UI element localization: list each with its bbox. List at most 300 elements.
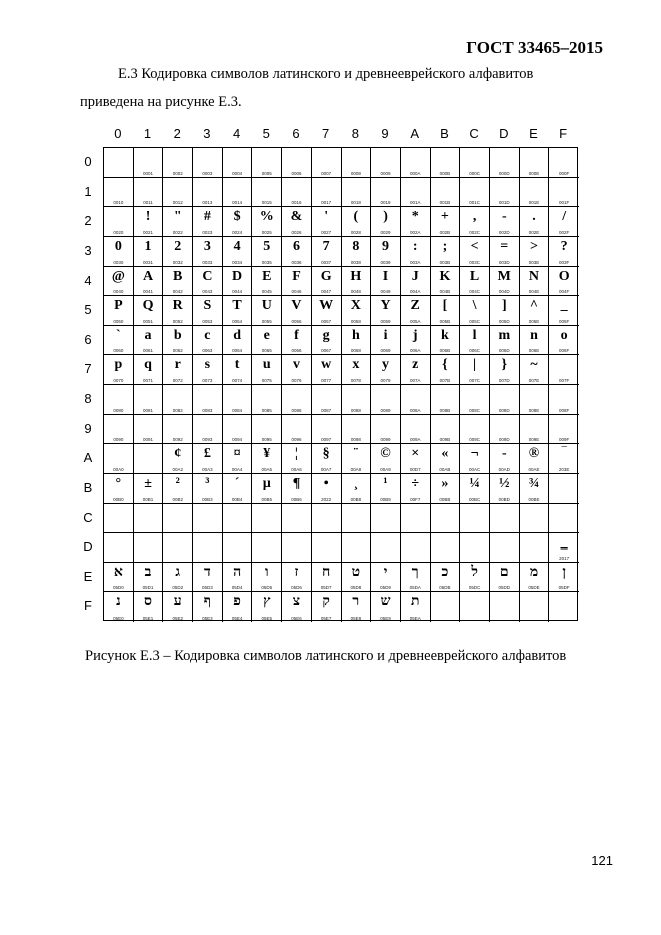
code-cell xyxy=(371,444,401,474)
cell-glyph: A xyxy=(142,268,154,284)
code-cell xyxy=(134,326,164,356)
cell-code: 0009 xyxy=(380,170,391,176)
cell-code: 0094 xyxy=(232,437,243,443)
cell-code: 2017 xyxy=(559,555,570,561)
cell-code: 0039 xyxy=(380,259,391,265)
code-cell xyxy=(520,592,550,622)
code-cell xyxy=(163,326,193,356)
cell-glyph: p xyxy=(114,357,123,373)
cell-code: 0027 xyxy=(321,229,332,235)
cell-code: 0043 xyxy=(202,289,213,295)
cell-code: 0078 xyxy=(350,378,361,383)
code-cell xyxy=(401,592,431,622)
code-cell xyxy=(520,296,550,326)
cell-code: 0019 xyxy=(380,200,391,206)
cell-code: 006A xyxy=(409,348,421,354)
cell-code: 05D6 xyxy=(291,585,302,591)
cell-code: 0048 xyxy=(350,289,361,295)
code-cell xyxy=(371,267,401,297)
code-cell xyxy=(134,504,164,534)
code-cell xyxy=(490,326,520,356)
standard-number: ГОСТ 33465–2015 xyxy=(466,38,603,57)
cell-glyph: . xyxy=(532,209,536,225)
code-cell xyxy=(312,148,342,178)
code-cell xyxy=(549,533,579,563)
cell-code: 0028 xyxy=(350,229,361,235)
cell-code: 009C xyxy=(469,437,480,443)
code-cell xyxy=(282,533,312,563)
column-header: F xyxy=(559,126,568,141)
cell-glyph: P xyxy=(114,298,123,314)
code-cell xyxy=(401,444,431,474)
code-cell xyxy=(490,178,520,208)
code-cell xyxy=(193,415,223,445)
column-header: A xyxy=(410,126,420,141)
code-cell xyxy=(104,415,134,445)
cell-code: 0058 xyxy=(350,318,361,324)
code-cell xyxy=(134,385,164,415)
cell-glyph: 3 xyxy=(203,238,211,254)
cell-glyph: » xyxy=(441,475,449,491)
cell-code: 004D xyxy=(498,289,510,295)
code-cell xyxy=(549,415,579,445)
code-cell xyxy=(549,178,579,208)
code-cell xyxy=(134,207,164,237)
code-cell xyxy=(282,444,312,474)
cell-glyph: N xyxy=(528,268,540,284)
cell-code: 05DA xyxy=(409,585,421,591)
code-cell xyxy=(163,355,193,385)
cell-code: 000C xyxy=(469,170,480,176)
cell-code: 005B xyxy=(439,318,451,324)
code-cell xyxy=(549,207,579,237)
cell-code: 00A2 xyxy=(172,466,183,472)
code-cell xyxy=(460,504,490,534)
cell-code: 002B xyxy=(439,229,451,235)
code-cell xyxy=(312,178,342,208)
code-cell xyxy=(460,296,490,326)
cell-code: 0038 xyxy=(350,259,361,265)
code-cell xyxy=(490,563,520,593)
cell-code: 0052 xyxy=(172,318,183,324)
cell-glyph: O xyxy=(558,268,570,284)
cell-glyph: - xyxy=(501,446,507,462)
cell-code: 0093 xyxy=(202,437,213,443)
cell-code: 0053 xyxy=(202,318,213,324)
cell-code: 05E9 xyxy=(380,616,391,621)
code-cell xyxy=(490,237,520,267)
cell-code: 00A4 xyxy=(231,466,243,472)
cell-code: 008B xyxy=(439,407,451,413)
code-cell xyxy=(431,533,461,563)
cell-code: 0042 xyxy=(172,289,183,295)
cell-code: 0085 xyxy=(261,407,272,413)
code-cell xyxy=(342,444,372,474)
code-cell xyxy=(520,326,550,356)
cell-glyph: ¶ xyxy=(292,475,301,491)
code-cell xyxy=(549,385,579,415)
code-cell xyxy=(282,267,312,297)
cell-glyph: ן xyxy=(562,564,566,580)
code-cell xyxy=(312,474,342,504)
cell-code: 05D7 xyxy=(320,585,332,591)
cell-glyph: ס xyxy=(144,594,153,610)
cell-code: 0091 xyxy=(143,437,154,443)
cell-glyph: & xyxy=(290,209,303,225)
code-cell xyxy=(431,504,461,534)
code-cell xyxy=(549,592,579,622)
cell-glyph: h xyxy=(351,327,360,343)
character-code-table xyxy=(103,147,578,621)
cell-code: 000B xyxy=(439,170,451,176)
cell-code: 05D3 xyxy=(202,585,213,591)
cell-glyph: u xyxy=(262,357,271,373)
cell-code: 0024 xyxy=(232,229,243,235)
cell-glyph: • xyxy=(323,475,329,491)
code-cell xyxy=(134,296,164,326)
cell-code: 00B6 xyxy=(291,496,302,502)
cell-glyph: U xyxy=(261,298,272,314)
code-cell xyxy=(163,207,193,237)
cell-code: 0067 xyxy=(321,348,332,354)
cell-code: 00BB xyxy=(439,496,451,502)
cell-glyph: r xyxy=(174,357,181,373)
code-cell xyxy=(549,296,579,326)
code-cell xyxy=(342,563,372,593)
code-cell xyxy=(549,504,579,534)
cell-code: 05E4 xyxy=(231,616,243,621)
code-cell xyxy=(282,563,312,593)
code-cell xyxy=(460,385,490,415)
cell-glyph: } xyxy=(501,357,508,373)
cell-glyph: c xyxy=(204,327,211,343)
row-header: 3 xyxy=(84,242,92,258)
code-cell xyxy=(163,504,193,534)
cell-code: 008A xyxy=(409,407,421,413)
cell-code: 0045 xyxy=(261,289,272,295)
cell-code: 0082 xyxy=(172,407,183,413)
cell-glyph: ל xyxy=(471,564,478,580)
cell-code: 05E2 xyxy=(172,616,183,621)
code-cell xyxy=(134,474,164,504)
cell-code: 0026 xyxy=(291,229,302,235)
cell-code: 0089 xyxy=(380,407,391,413)
row-header: 1 xyxy=(84,183,92,199)
code-cell xyxy=(401,415,431,445)
code-cell xyxy=(371,207,401,237)
cell-glyph: ך xyxy=(411,564,419,580)
code-cell xyxy=(163,592,193,622)
code-cell xyxy=(460,267,490,297)
code-cell xyxy=(520,385,550,415)
cell-code: 00D7 xyxy=(409,466,421,472)
code-cell xyxy=(431,415,461,445)
code-cell xyxy=(223,267,253,297)
cell-code: 009F xyxy=(559,437,570,443)
cell-code: 001D xyxy=(498,200,510,206)
code-cell xyxy=(431,355,461,385)
cell-glyph: 0 xyxy=(114,238,122,254)
code-cell xyxy=(549,355,579,385)
cell-code: 0016 xyxy=(291,200,302,206)
cell-code: 0092 xyxy=(172,437,183,443)
code-cell xyxy=(312,237,342,267)
code-cell xyxy=(282,296,312,326)
cell-code: 006B xyxy=(439,348,451,354)
code-cell xyxy=(371,237,401,267)
code-cell xyxy=(342,178,372,208)
cell-code: 0090 xyxy=(113,437,124,443)
cell-code: 00A6 xyxy=(291,466,302,472)
code-cell xyxy=(431,385,461,415)
cell-code: 002C xyxy=(469,229,480,235)
cell-code: 0070 xyxy=(113,378,124,383)
cell-code: 00B9 xyxy=(380,496,391,502)
code-cell xyxy=(401,385,431,415)
code-cell xyxy=(193,207,223,237)
cell-code: 005A xyxy=(409,318,421,324)
cell-glyph: [ xyxy=(442,298,448,314)
code-cell xyxy=(104,207,134,237)
cell-code: 0018 xyxy=(350,200,361,206)
code-cell xyxy=(312,592,342,622)
code-cell xyxy=(490,148,520,178)
code-cell xyxy=(460,563,490,593)
cell-code: 003B xyxy=(439,259,451,265)
cell-glyph: G xyxy=(320,268,332,284)
cell-code: 0056 xyxy=(291,318,302,324)
cell-code: 009B xyxy=(439,437,451,443)
cell-code: 0046 xyxy=(291,289,302,295)
code-cell xyxy=(401,237,431,267)
cell-code: 003F xyxy=(559,259,570,265)
cell-glyph: ? xyxy=(560,238,568,254)
cell-code: 0096 xyxy=(291,437,302,443)
code-cell xyxy=(193,296,223,326)
cell-glyph: ¢ xyxy=(174,446,182,462)
cell-code: 05E0 xyxy=(113,616,124,621)
cell-code: 00B4 xyxy=(231,496,243,502)
cell-glyph: ' xyxy=(324,209,329,225)
cell-glyph: D xyxy=(232,268,243,284)
cell-code: 0015 xyxy=(261,200,272,206)
cell-glyph: L xyxy=(469,268,480,284)
code-cell xyxy=(134,444,164,474)
code-cell xyxy=(104,474,134,504)
code-cell xyxy=(490,504,520,534)
code-cell xyxy=(252,148,282,178)
code-cell xyxy=(371,474,401,504)
cell-code: 0003 xyxy=(202,170,213,176)
cell-code: 0007 xyxy=(321,170,332,176)
cell-glyph: 4 xyxy=(233,238,241,254)
cell-glyph: ³ xyxy=(205,475,210,491)
code-cell xyxy=(460,415,490,445)
cell-glyph: ] xyxy=(501,298,507,314)
code-cell xyxy=(193,237,223,267)
code-cell xyxy=(134,415,164,445)
cell-glyph: µ xyxy=(262,475,271,491)
intro-line-1: Е.3 Кодировка символов латинского и древнееврейского алфавитов xyxy=(118,66,534,82)
code-cell xyxy=(490,474,520,504)
cell-glyph: I xyxy=(382,268,389,284)
cell-code: 0037 xyxy=(321,259,332,265)
cell-code: 001E xyxy=(528,200,540,206)
cell-glyph: ¦ xyxy=(294,446,299,462)
cell-glyph: ½ xyxy=(499,475,510,491)
cell-glyph: ‗ xyxy=(560,535,568,551)
code-cell xyxy=(312,296,342,326)
cell-glyph: 9 xyxy=(382,238,390,254)
cell-glyph: ש xyxy=(380,594,391,610)
cell-glyph: ) xyxy=(383,209,388,225)
figure-caption: Рисунок Е.3 – Кодировка символов латинского и древнееврейского алфавитов xyxy=(85,648,567,664)
cell-glyph: ¨ xyxy=(353,446,359,462)
cell-code: 00B8 xyxy=(350,496,362,502)
code-cell xyxy=(193,444,223,474)
cell-glyph: w xyxy=(321,357,332,373)
code-cell xyxy=(312,355,342,385)
cell-glyph: ® xyxy=(528,446,540,462)
cell-code: 00B0 xyxy=(113,496,124,502)
column-header: D xyxy=(499,126,509,141)
cell-glyph: ± xyxy=(144,475,152,491)
cell-glyph: e xyxy=(263,327,270,343)
cell-code: 0005 xyxy=(261,170,272,176)
cell-code: 0004 xyxy=(232,170,243,176)
code-cell xyxy=(134,178,164,208)
code-cell xyxy=(223,237,253,267)
cell-glyph: : xyxy=(412,238,418,254)
cell-code: 0049 xyxy=(380,289,391,295)
cell-code: 203E xyxy=(558,466,570,472)
cell-glyph: « xyxy=(441,446,449,462)
cell-glyph: פ xyxy=(233,594,241,610)
intro-line-2: приведена на рисунке Е.3. xyxy=(80,94,242,110)
code-cell xyxy=(163,267,193,297)
code-cell xyxy=(104,592,134,622)
cell-code: 0080 xyxy=(113,407,124,413)
cell-glyph: / xyxy=(562,209,567,225)
cell-glyph: ¼ xyxy=(469,475,480,491)
cell-glyph: £ xyxy=(203,446,211,462)
code-cell xyxy=(223,504,253,534)
code-cell xyxy=(193,148,223,178)
cell-code: 009E xyxy=(528,437,540,443)
code-cell xyxy=(252,355,282,385)
cell-code: 05DB xyxy=(439,585,451,591)
cell-code: 05D0 xyxy=(112,585,124,591)
code-cell xyxy=(163,385,193,415)
cell-code: 006C xyxy=(469,348,480,354)
code-cell xyxy=(252,563,282,593)
column-header: 7 xyxy=(322,126,330,141)
cell-code: 002E xyxy=(528,229,540,235)
cell-code: 004A xyxy=(409,289,421,295)
cell-glyph: ע xyxy=(173,594,182,610)
cell-glyph: T xyxy=(232,298,242,314)
code-cell xyxy=(371,326,401,356)
cell-glyph: , xyxy=(472,209,477,225)
cell-glyph: x xyxy=(352,357,360,373)
cell-code: 003E xyxy=(528,259,540,265)
code-cell xyxy=(549,326,579,356)
code-cell xyxy=(490,207,520,237)
column-header: B xyxy=(440,126,449,141)
cell-code: 00A0 xyxy=(113,466,124,472)
code-cell xyxy=(193,474,223,504)
cell-code: 00AC xyxy=(468,466,481,472)
cell-glyph: י xyxy=(383,564,388,580)
cell-code: 05E1 xyxy=(142,616,154,621)
cell-code: 007D xyxy=(498,378,510,383)
cell-code: 008E xyxy=(528,407,540,413)
code-cell xyxy=(312,415,342,445)
cell-code: 05E6 xyxy=(291,616,302,621)
cell-code: 05DF xyxy=(558,585,570,591)
code-cell xyxy=(431,267,461,297)
cell-code: 001A xyxy=(409,200,421,206)
cell-code: 004E xyxy=(528,289,540,295)
cell-glyph: s xyxy=(204,357,211,373)
row-header: C xyxy=(83,509,93,525)
code-cell xyxy=(252,415,282,445)
code-cell xyxy=(401,533,431,563)
code-cell xyxy=(282,178,312,208)
code-cell xyxy=(163,296,193,326)
cell-glyph: l xyxy=(472,327,477,343)
cell-code: 00B2 xyxy=(172,496,183,502)
cell-glyph: = xyxy=(500,238,509,254)
row-header: 2 xyxy=(84,213,92,229)
cell-code: 0063 xyxy=(202,348,213,354)
code-cell xyxy=(104,533,134,563)
code-cell xyxy=(520,207,550,237)
cell-code: 004C xyxy=(469,289,480,295)
cell-glyph: ¸ xyxy=(353,475,359,491)
code-cell xyxy=(223,533,253,563)
cell-code: 002F xyxy=(559,229,570,235)
code-cell xyxy=(342,237,372,267)
cell-glyph: j xyxy=(412,327,418,343)
code-cell xyxy=(401,326,431,356)
code-cell xyxy=(223,563,253,593)
cell-code: 0069 xyxy=(380,348,391,354)
cell-code: 00A9 xyxy=(380,466,391,472)
code-cell xyxy=(371,533,401,563)
code-cell xyxy=(520,474,550,504)
cell-glyph: ; xyxy=(442,238,448,254)
cell-glyph: 5 xyxy=(263,238,271,254)
code-cell xyxy=(252,592,282,622)
cell-code: 00B1 xyxy=(142,496,154,502)
code-cell xyxy=(163,148,193,178)
cell-glyph: Z xyxy=(410,298,420,314)
cell-glyph: a xyxy=(144,327,152,343)
cell-code: 0062 xyxy=(172,348,183,354)
cell-code: 0006 xyxy=(291,170,302,176)
code-cell xyxy=(223,415,253,445)
cell-code: 0013 xyxy=(202,200,213,206)
cell-code: 0034 xyxy=(232,259,243,265)
code-cell xyxy=(134,355,164,385)
code-cell xyxy=(223,592,253,622)
code-cell xyxy=(312,563,342,593)
row-header: A xyxy=(83,450,93,466)
cell-code: 007C xyxy=(469,378,480,383)
row-header: 6 xyxy=(84,331,92,347)
cell-glyph: ~ xyxy=(530,357,538,373)
